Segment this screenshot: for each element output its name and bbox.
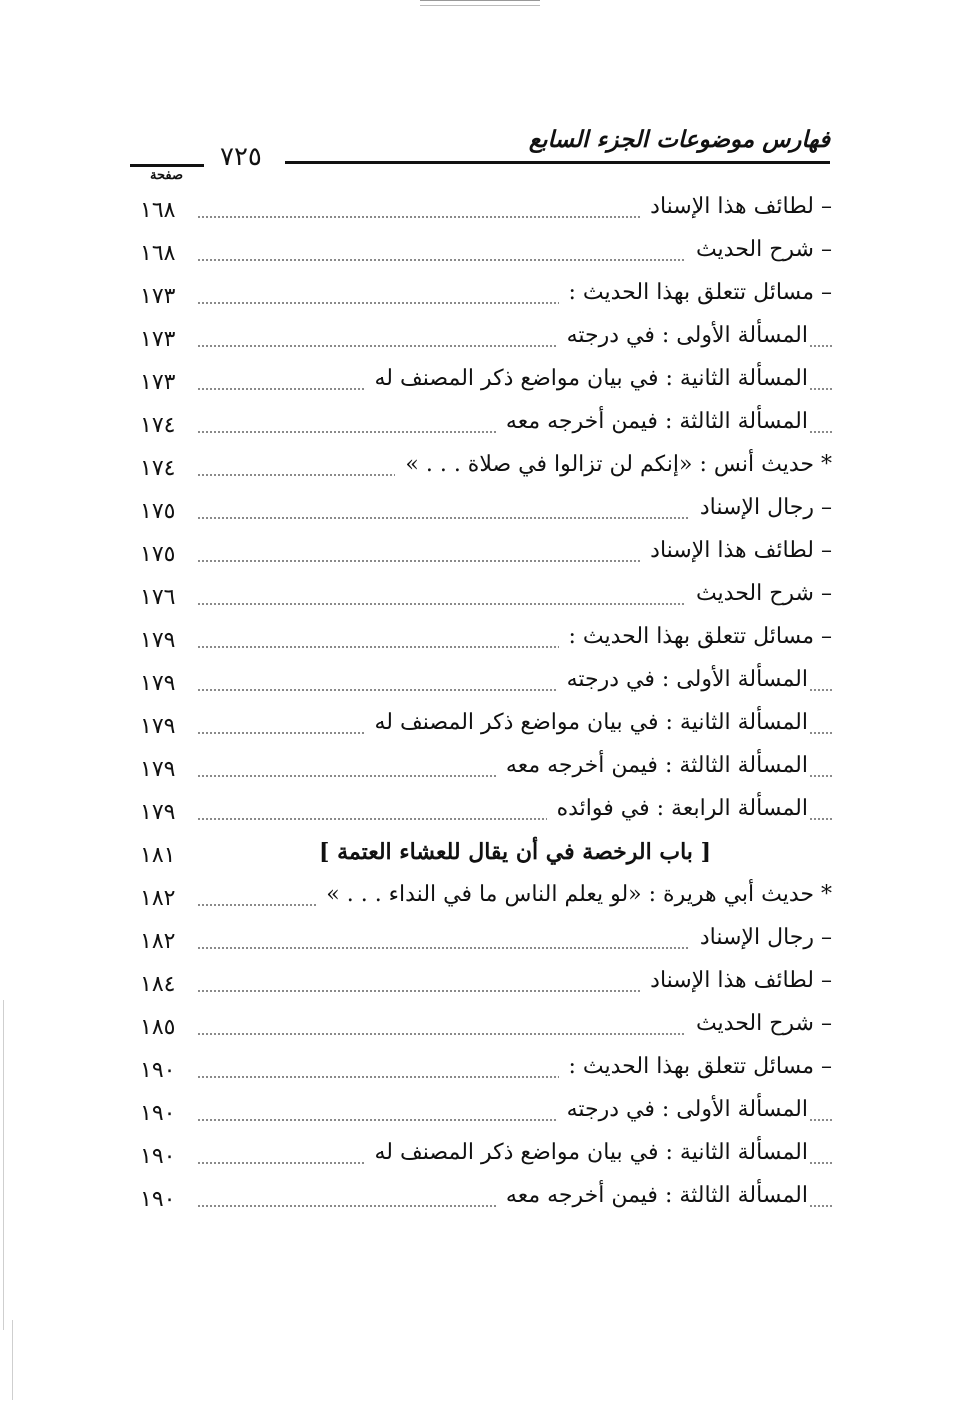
toc-entry [140, 620, 832, 663]
toc-entry [140, 319, 832, 362]
entry-page-number: ١٩٠ [140, 1187, 176, 1212]
entry-page-number: ١٨٥ [140, 1015, 176, 1040]
section-title: – رجال الإسناد [690, 925, 832, 950]
toc-entry [140, 964, 832, 1007]
section-title: – لطائف هذا الإسناد [640, 968, 832, 993]
toc-entry [140, 577, 832, 620]
entry-page-number: ١٧٣ [140, 284, 176, 309]
table-of-contents [140, 190, 832, 1222]
header-rule [285, 161, 830, 164]
toc-entry [140, 706, 832, 749]
section-title: – لطائف هذا الإسناد [640, 194, 832, 219]
page-number: ٧٢٥ [220, 142, 262, 172]
section-title: – مسائل تتعلق بهذا الحديث : [559, 624, 833, 649]
toc-entry [140, 534, 832, 577]
page-column-label: صفحة [150, 168, 183, 183]
toc-entry [140, 362, 832, 405]
toc-entry [140, 749, 832, 792]
entry-page-number: ١٧٩ [140, 800, 176, 825]
entry-page-number: ١٧٤ [140, 456, 176, 481]
section-title: – مسائل تتعلق بهذا الحديث : [559, 1054, 833, 1079]
entry-page-number: ١٧٣ [140, 370, 176, 395]
issue-title: المسألة الثانية : في بيان مواضع ذكر المصنف له [365, 366, 809, 391]
issue-title: المسألة الثالثة : فيمن أخرجه معه [496, 1183, 808, 1208]
toc-entry [140, 663, 832, 706]
issue-title: المسألة الثالثة : فيمن أخرجه معه [496, 753, 808, 778]
running-title: فهارس موضوعات الجزء السابع [528, 126, 830, 153]
toc-entry [140, 921, 832, 964]
toc-entry [140, 491, 832, 534]
issue-title: المسألة الثالثة : فيمن أخرجه معه [496, 409, 808, 434]
entry-page-number: ١٨٢ [140, 886, 176, 911]
entry-page-number: ١٨٤ [140, 972, 176, 997]
section-title: – لطائف هذا الإسناد [640, 538, 832, 563]
entry-page-number: ١٩٠ [140, 1058, 176, 1083]
entry-page-number: ١٩٠ [140, 1101, 176, 1126]
toc-entry [140, 405, 832, 448]
entry-page-number: ١٧٩ [140, 714, 176, 739]
chapter-heading-row [140, 835, 832, 878]
hadith-title: * حديث أنس : «إنكم لن تزالوا في صلاة . . . » [395, 452, 832, 477]
section-title: – شرح الحديث [686, 237, 832, 262]
entry-page-number: ١٩٠ [140, 1144, 176, 1169]
issue-title: المسألة الرابعة : في فوائده [547, 796, 808, 821]
entry-page-number: ١٧٩ [140, 628, 176, 653]
entry-page-number: ١٨١ [140, 843, 176, 868]
entry-page-number: ١٧٥ [140, 542, 176, 567]
issue-title: المسألة الأولى : في درجته [557, 667, 808, 692]
chapter-heading [198, 839, 832, 865]
entry-page-number: ١٧٩ [140, 671, 176, 696]
entry-page-number: ١٨٢ [140, 929, 176, 954]
toc-entry [140, 1179, 832, 1222]
toc-entry [140, 190, 832, 233]
entry-page-number: ١٧٦ [140, 585, 176, 610]
toc-entry [140, 1136, 832, 1179]
page-header [130, 126, 830, 186]
entry-page-number: ١٧٥ [140, 499, 176, 524]
issue-title: المسألة الأولى : في درجته [557, 323, 808, 348]
issue-title: المسألة الأولى : في درجته [557, 1097, 808, 1122]
issue-title: المسألة الثانية : في بيان مواضع ذكر المصنف له [365, 1140, 809, 1165]
section-title: – شرح الحديث [686, 1011, 832, 1036]
chapter-heading-text: [ باب الرخصة في أن يقال للعشاء العتمة ] [307, 839, 723, 865]
toc-entry [140, 878, 832, 921]
toc-entry [140, 792, 832, 835]
entry-page-number: ١٧٤ [140, 413, 176, 438]
toc-entry [140, 448, 832, 491]
scan-margin-line [12, 1320, 13, 1400]
top-page-marks [420, 0, 540, 6]
section-title: – مسائل تتعلق بهذا الحديث : [559, 280, 833, 305]
toc-entry [140, 1093, 832, 1136]
toc-entry [140, 1050, 832, 1093]
toc-entry [140, 1007, 832, 1050]
scan-margin-line [3, 1000, 4, 1330]
entry-page-number: ١٧٣ [140, 327, 176, 352]
toc-entry [140, 276, 832, 319]
entry-page-number: ١٦٨ [140, 241, 176, 266]
issue-title: المسألة الثانية : في بيان مواضع ذكر المصنف له [365, 710, 809, 735]
hadith-title: * حديث أبي هريرة : «لو يعلم الناس ما في النداء . . . » [316, 882, 832, 907]
page-column-rule [130, 164, 204, 167]
toc-entry [140, 233, 832, 276]
section-title: – رجال الإسناد [690, 495, 832, 520]
section-title: – شرح الحديث [686, 581, 832, 606]
entry-page-number: ١٦٨ [140, 198, 176, 223]
entry-page-number: ١٧٩ [140, 757, 176, 782]
